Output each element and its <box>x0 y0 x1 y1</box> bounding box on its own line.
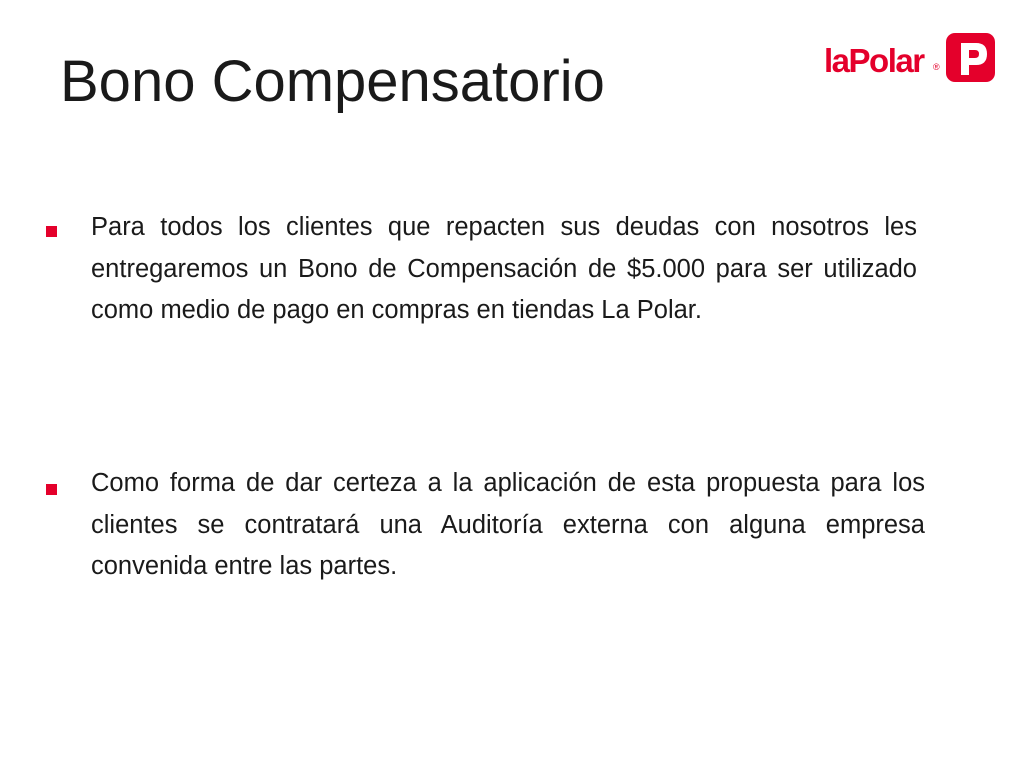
slide-title: Bono Compensatorio <box>60 49 605 114</box>
logo-p-mark-icon <box>946 33 995 82</box>
bullet-text: Para todos los clientes que repacten sus deudas con nosotros les entregaremos un Bono de Compensación de $5.000 para ser utilizado como medio de pago en compras en tiendas La Polar. <box>91 213 917 324</box>
logo-wordmark: laPolar <box>824 42 924 79</box>
bullet-marker-icon <box>46 484 57 495</box>
logo-registered: ® <box>933 62 940 72</box>
bullet-text: Como forma de dar certeza a la aplicación de esta propuesta para los clientes se contratará una Auditoría externa con alguna empresa convenida entre las partes. <box>91 469 925 580</box>
la-polar-logo <box>824 30 996 84</box>
bullet-marker-icon <box>46 226 57 237</box>
